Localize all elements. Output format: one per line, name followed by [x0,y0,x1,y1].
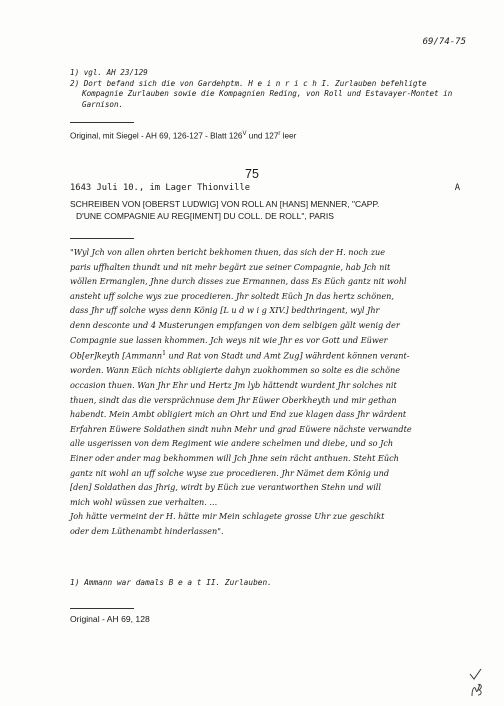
folio-recto: r [278,131,281,137]
body-line: worden. Wann Eüch nichts obligierte dahyn zuokhommen so solte es die schöne [70,365,401,376]
spaced-name: L u d w i g [223,305,267,316]
separator-rule [70,122,134,123]
body-line: habendt. Mein Ambt obligiert mich an Ohrt und End zue klagen dass Jhr wärdent [70,409,407,420]
body-line [70,303,488,318]
body-line: occasion thuen. Wan Jhr Ehr und Hertz Jm lyb hättendt wurdent Jhr solches nit [70,380,397,391]
body-line: wöllen Ermanglen, Jhne durch disses zue Ermannen, dass Es Eüch gantz nit wohl [70,276,407,287]
folio-verso: V [242,131,247,137]
body-line: Compagnie sue lassen khommen. Jch weys nit wie Jhr es vor Gott und Eüwer [70,334,388,345]
body-line: Erfahren Eüwere Soldathen sindt nuhn Mehr und grad Eüwere nächste verwandte [70,423,412,434]
source-note-original-2: Original - AH 69, 128 [70,614,150,624]
heading-line-2: D'UNE COMPAGNIE AU REG[IMENT] DU COLL. DE ROLL", PARIS [76,210,334,221]
body-line: Joh hätte vermeint der H. hätte mir Mein schlagete grosse Uhr zue geschikt [70,511,385,522]
body-line: denn desconte und 4 Musterungen empfangen von dem selbigen gält wenig der [70,319,400,330]
body-line: ansteht uff solche wys zue procedieren. Jhr soltedt Eüch Jn das hertz schönen, [70,290,394,301]
footnote-bottom: 1) Ammann war damals B e a t II. Zurlauben. [70,578,272,587]
source-note-mid: und 127 [246,131,279,141]
date-line [70,183,460,193]
body-line: oder dem Lüthenambt hinderlassen". [70,526,224,536]
document-mark: A [454,183,460,193]
footnotes-top [70,68,470,110]
footnote-2: 2) Dort befand sich die von Gardehptm. H e i n r i c h I. Zurlauben befehligte Kompagnie Zurlauben sowie die Kompagnien Reding, von Roll und Estavayer-Montet in Garnison. [70,78,453,109]
document-number: 75 [245,167,259,181]
source-note-original [70,131,480,141]
source-note-text: Original, mit Siegel - AH 69, 126-127 - Blatt 126 [70,131,243,141]
heading-line-1: SCHREIBEN VON [OBERST LUDWIG] VON ROLL AN [HANS] MENNER, "CAPP. [70,199,380,209]
separator-rule [70,608,134,609]
footnote-marker: 1 [162,350,166,358]
separator-rule [70,238,134,239]
body-line: thuen, sindt das die versprächnuse dem Jhr Eüwer Oberkheyth und mir gethan [70,394,397,405]
body-line: mich wohl wüssen zue verhalten. ... [70,496,218,507]
body-line: alle usgerissen von dem Regiment wie andere schelmen und diebe, und so Jch [70,438,394,449]
body-line: [den] Soldathen das Jhrig, wirdt by Eüch zue verantworthen Stehn und will [70,482,381,493]
page-reference: 69/74-75 [422,37,466,47]
body-text-run: dass Jhr uff solche wyss denn König [ [70,305,224,316]
body-line: Einer oder ander mag bekhommen will Jch Jhne sein rächt anthuen. Steht Eüch [70,453,399,464]
handwritten-check-mark [466,668,488,698]
body-line [70,347,488,363]
body-text-run: und Rat von Stadt und Amt Zug] währdent können verant- [165,350,410,361]
body-line: gantz nit wohl an uff solche wyse zue procedieren. Jhr Nämet dem König und [70,467,390,478]
body-line: "Wyl Jch von allen ohrten bericht bekhomen thuen, das sich der H. noch zue [70,247,386,257]
letter-body [70,245,488,539]
body-text-run: Ob[er]keyth [Ammann [70,350,163,361]
body-line: paris uffhalten thundt und nit mehr begärt zue seiner Compagnie, hab Jch nit [70,261,391,272]
source-note-end: leer [280,131,297,141]
footnote-1: 1) vgl. AH 23/129 [70,68,148,77]
document-heading [70,199,480,222]
body-text-run: XIV.] bedthringent, wyl Jhr [266,305,380,316]
date-place: 1643 Juli 10., im Lager Thionville [70,183,251,193]
